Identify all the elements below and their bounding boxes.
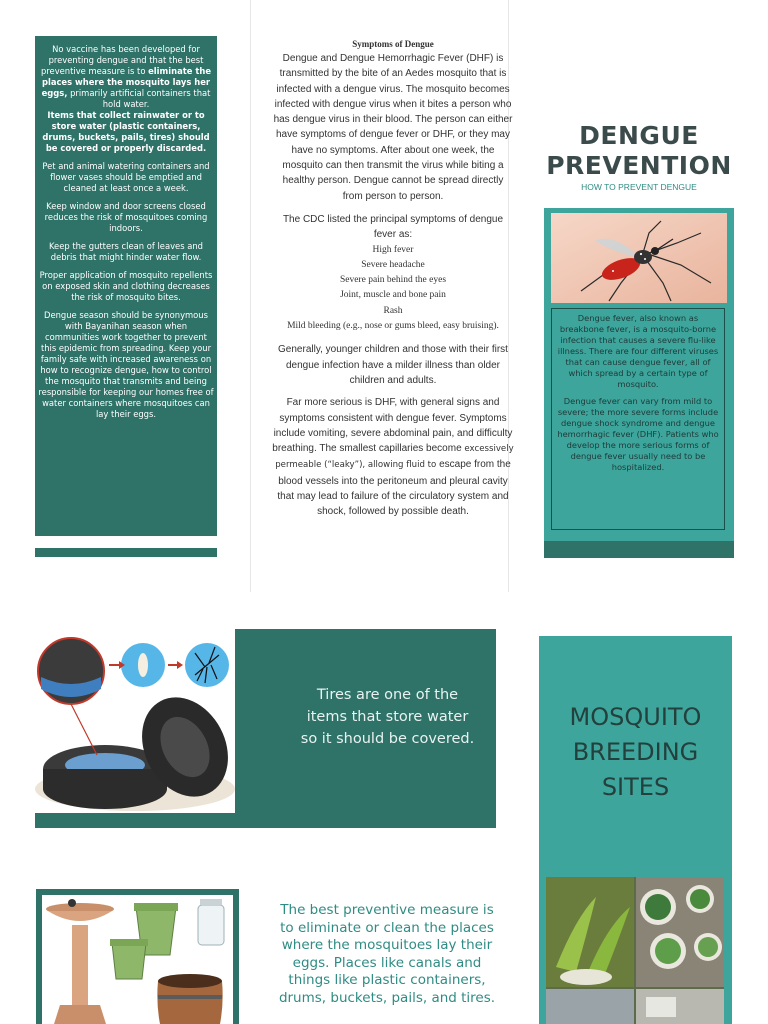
symptoms-cdc: The CDC listed the principal symptoms of dengue fever as: [282, 213, 504, 241]
containers-illustration [42, 895, 233, 1024]
tip-bayanihan: Dengue season should be synonymous with Bayanihan season when communities work together to prevent this epidemic from spreading. Keep your family safe with increased awareness on how to recognize dengue, how to control the mosquito that transmits and being responsible for keeping our homes free of water containers where mosquitoes can lay their eggs. [38, 310, 214, 419]
brochure-title [544, 121, 734, 181]
symptom-item: High fever [372, 244, 414, 255]
tip-vaccine-bold: eliminate the places where the mosquito lays her eggs, [41, 66, 212, 98]
tip-vaccine [38, 44, 214, 154]
title-line-1: DENGUE [579, 121, 699, 150]
containers-illustration-frame [36, 889, 239, 1024]
symptoms-list [272, 243, 514, 335]
symptoms-intro: Dengue and Dengue Hemorrhagic Fever (DHF) is transmitted by the bite of an Aedes mosquito that is infected with a dengue virus. The mosquito becomes infected with dengue virus when it bites a person who has dengue virus in their blood. The person can either have symptoms of dengue fever or DHF, or they may have no symptoms. After about one week, the mosquito can then transmit the virus while biting a healthy person. Dengue cannot be spread directly from person to person. [273, 53, 513, 202]
symptoms-dhf [272, 395, 514, 519]
tip-pet-containers: Pet and animal watering containers and flower vases should be emptied and cleaned at least once a week. [42, 161, 210, 193]
symptoms-heading: Symptoms of Dengue [352, 39, 434, 49]
tire-lifecycle-illustration [35, 629, 235, 813]
symptom-item: Severe pain behind the eyes [339, 275, 447, 286]
sites-title-line-1: MOSQUITO [569, 703, 702, 731]
prevention-tips-panel [35, 36, 217, 536]
dengue-definition: Dengue fever, also known as breakbone fever, is a mosquito-borne infection that causes a severe flu-like illness. There are four different viruses that can cause dengue fever, all of which spread by a certain type of mosquito. [557, 313, 719, 389]
fold-line-left [250, 0, 251, 592]
breeding-sites-section [539, 636, 732, 1024]
tip-gutters: Keep the gutters clean of leaves and debris that might hinder water flow. [48, 241, 203, 262]
tip-screens: Keep window and door screens closed reduces the risk of mosquitoes coming indoors. [44, 201, 208, 233]
symptom-item: Mild bleeding (e.g., nose or gums bleed, easy bruising). [287, 321, 499, 332]
card-footer-bar [544, 541, 734, 558]
tip-vaccine-text-2: primarily artificial containers that hold water. [70, 88, 211, 109]
tip-cover-containers: Items that collect rainwater or to store water (plastic containers, drums, buckets, pails, tires) should be covered or properly discarded. [42, 110, 210, 153]
dhf-text-2: excessively permeable (“leaky”), allowing fluid to [275, 444, 514, 471]
brochure-subtitle: HOW TO PREVENT DENGUE [581, 182, 697, 192]
dhf-text-1: Far more serious is DHF, with general signs and symptoms consistent with dengue fever. Symptoms include vomiting, severe abdominal pain, and difficulty breathing. The smallest capillaries become [272, 397, 513, 455]
symptoms-children: Generally, younger children and those with their first dengue infection have a milder illness than older children and adults. [278, 344, 508, 386]
symptoms-section [272, 38, 514, 527]
dhf-text-3: escape from the blood vessels into the peritoneum and pleural cavity that may lead to failure of the circulatory system and shock, followed by possible death. [277, 459, 511, 518]
containers-caption: The best preventive measure is to eliminate or clean the places where the mosquitoes lay their eggs. Places like canals and things like plastic containers, drums, buckets, pails, and tires. [278, 902, 496, 1006]
tires-caption: Tires are one of the items that store water so it should be covered. [300, 687, 475, 747]
symptom-item: Rash [383, 305, 403, 316]
breeding-sites-title [539, 700, 732, 805]
symptom-item: Joint, muscle and bone pain [340, 290, 446, 301]
dengue-severity: Dengue fever can vary from mild to severe; the more severe forms include dengue shock syndrome and dengue hemorrhagic fever (DHF). Patients who develop the more serious forms of dengue fever usually need to be hospitalized. [557, 396, 719, 472]
dengue-info-card [544, 208, 734, 558]
breeding-sites-photo [546, 877, 724, 1024]
tip-vaccine-text: No vaccine has been developed for preventing dengue and that the best preventive measure is to [40, 44, 204, 76]
symptom-item: Severe headache [361, 259, 425, 270]
title-line-2: PREVENTION [546, 151, 732, 180]
sites-title-line-3: SITES [601, 773, 670, 801]
left-footer-bar [35, 548, 217, 557]
tip-repellents: Proper application of mosquito repellents on exposed skin and clothing decreases the risk of mosquito bites. [39, 270, 213, 302]
mosquito-photo [551, 213, 727, 303]
sites-title-line-2: BREEDING [572, 738, 699, 766]
dengue-info-box [551, 308, 725, 530]
